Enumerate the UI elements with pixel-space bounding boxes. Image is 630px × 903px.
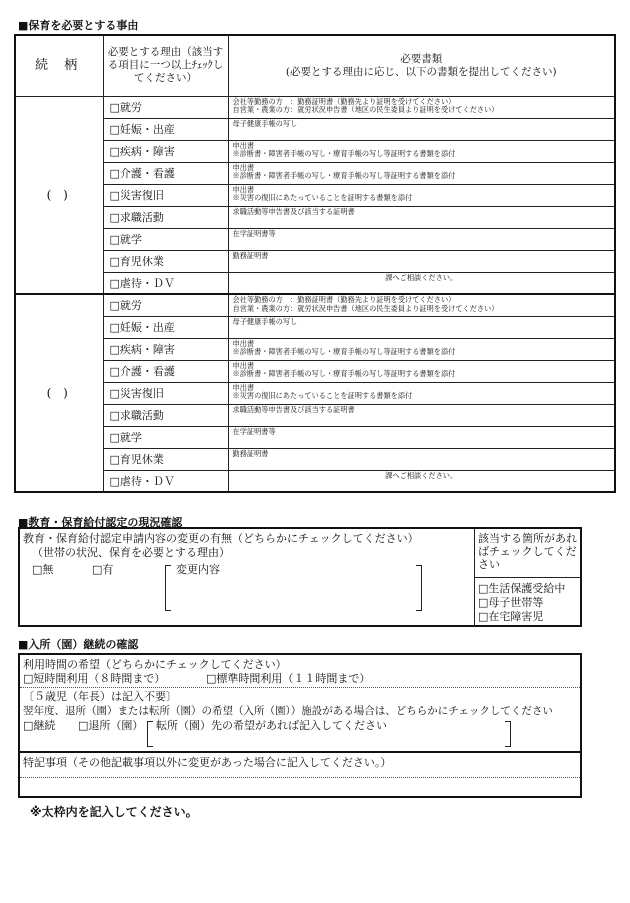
required-doc-line: 勤務証明書 bbox=[232, 448, 269, 458]
reason-row bbox=[15, 294, 615, 316]
required-doc-line: 会社等勤務の方 ：勤務証明書（勤務先より証明を受けてください） bbox=[232, 96, 456, 106]
required-doc-line: 自営業・農業の方：就労状況申告書（地区の民生委員より証明を受けてください） bbox=[232, 105, 499, 115]
status-divider bbox=[475, 577, 580, 578]
reason-row bbox=[15, 118, 615, 140]
transfer-bracket-right bbox=[505, 721, 511, 747]
reason-checkbox[interactable]: □妊娠・出産 bbox=[103, 316, 228, 338]
reason-checkbox[interactable]: □災害復旧 bbox=[103, 382, 228, 404]
required-docs-cell bbox=[228, 338, 615, 360]
relation-cell[interactable]: ( ) bbox=[15, 294, 103, 492]
required-doc-line: 申出書 bbox=[232, 360, 255, 370]
continuation-box bbox=[18, 653, 582, 798]
status-panel bbox=[475, 529, 580, 625]
reason-checkbox[interactable]: □育児休業 bbox=[103, 250, 228, 272]
required-doc-line: 会社等勤務の方 ：勤務証明書（勤務先より証明を受けてください） bbox=[232, 295, 456, 304]
required-doc-line: 在学証明書等 bbox=[232, 426, 276, 436]
required-doc-line: 求職活動等申告書及び該当する証明書 bbox=[232, 404, 355, 414]
required-docs-cell bbox=[228, 250, 615, 272]
reason-row bbox=[15, 140, 615, 162]
reason-row bbox=[15, 272, 615, 294]
required-docs-cell bbox=[228, 382, 615, 404]
reason-row bbox=[15, 250, 615, 272]
special-notes-label: 特記事項（その他記載事項以外に変更があった場合に記入してください。） bbox=[23, 756, 392, 769]
required-docs-cell bbox=[228, 360, 615, 382]
required-doc-line: ※診断書・障害者手帳の写し・療育手帳の写し等証明する書類を添付 bbox=[232, 347, 456, 357]
required-doc-line: ※診断書・障害者手帳の写し・療育手帳の写し等証明する書類を添付 bbox=[232, 369, 456, 379]
status-note: 該当する箇所があればチェックしてください bbox=[478, 532, 577, 571]
required-doc-line: 申出書 bbox=[232, 338, 255, 348]
reason-checkbox[interactable]: □求職活動 bbox=[103, 404, 228, 426]
change-bracket-right bbox=[416, 565, 422, 611]
reason-row bbox=[15, 316, 615, 338]
required-doc-line: 自営業・農業の方：就労状況申告書（地区の民生委員より証明を受けてください） bbox=[232, 303, 499, 313]
required-docs-cell bbox=[228, 206, 615, 228]
reason-checkbox[interactable]: □育児休業 bbox=[103, 448, 228, 470]
age5-note: 〔５歳児（年長）は記入不要〕 bbox=[23, 690, 177, 703]
header-docs-sub: (必要とする理由に応じ、以下の書類を提出してください) bbox=[285, 65, 557, 78]
required-doc-line: 課へご相談ください。 bbox=[385, 272, 458, 282]
status-check-box bbox=[18, 527, 582, 627]
option-yes[interactable]: □有 bbox=[92, 563, 114, 576]
required-doc-line: ※診断書・障害者手帳の写し・療育手帳の写し等証明する書類を添付 bbox=[232, 149, 456, 159]
section3-title: ■入所（園）継続の確認 bbox=[18, 638, 139, 651]
reason-checkbox[interactable]: □求職活動 bbox=[103, 206, 228, 228]
required-doc-line: 申出書 bbox=[232, 382, 255, 392]
reason-checkbox[interactable]: □疾病・障害 bbox=[103, 338, 228, 360]
required-doc-line: ※災害の復旧にあたっていることを証明する書類を添付 bbox=[232, 193, 413, 203]
reason-checkbox[interactable]: □疾病・障害 bbox=[103, 140, 228, 162]
header-docs-title: 必要書類 bbox=[400, 52, 443, 65]
usage-question: 利用時間の希望（どちらかにチェックしてください） bbox=[23, 658, 287, 671]
required-docs-cell bbox=[228, 448, 615, 470]
section1-title: ■保育を必要とする事由 bbox=[18, 19, 139, 32]
reason-row bbox=[15, 162, 615, 184]
header-reason: 必要とする理由（該当する項目に一つ以上ﾁｪｯｸしてください） bbox=[103, 35, 228, 96]
reason-checkbox[interactable]: □介護・看護 bbox=[103, 162, 228, 184]
reason-row bbox=[15, 448, 615, 470]
required-doc-line: 求職活動等申告書及び該当する証明書 bbox=[232, 206, 355, 216]
required-docs-cell bbox=[228, 96, 615, 118]
reason-checkbox[interactable]: □災害復旧 bbox=[103, 184, 228, 206]
option-leave[interactable]: □退所（園） bbox=[78, 719, 144, 732]
required-docs-cell bbox=[228, 426, 615, 448]
required-docs-cell bbox=[228, 316, 615, 338]
reason-row bbox=[15, 404, 615, 426]
change-label: 変更内容 bbox=[176, 563, 220, 576]
required-doc-line: 勤務証明書 bbox=[232, 250, 269, 260]
required-doc-line: 申出書 bbox=[232, 140, 255, 150]
check-welfare[interactable]: □生活保護受給中 bbox=[478, 582, 566, 595]
check-single-mother[interactable]: □母子世帯等 bbox=[478, 596, 544, 609]
change-question-sub: （世帯の状況、保育を必要とする理由） bbox=[32, 546, 230, 559]
reason-row bbox=[15, 360, 615, 382]
reasons-table bbox=[14, 34, 616, 493]
reason-row bbox=[15, 338, 615, 360]
special-divider bbox=[20, 751, 580, 753]
required-doc-line: 在学証明書等 bbox=[232, 228, 276, 238]
reason-checkbox[interactable]: □就学 bbox=[103, 228, 228, 250]
reason-checkbox[interactable]: □虐待・ＤＶ bbox=[103, 272, 228, 294]
required-docs-cell bbox=[228, 228, 615, 250]
special-dotted-line bbox=[20, 777, 580, 778]
required-docs-cell bbox=[228, 294, 615, 316]
required-doc-line: ※災害の復旧にあたっていることを証明する書類を添付 bbox=[232, 391, 413, 401]
reason-row bbox=[15, 382, 615, 404]
usage-standard-option[interactable]: □標準時間利用（１１時間まで） bbox=[206, 672, 371, 685]
header-relation: 続 柄 bbox=[15, 35, 103, 96]
relation-cell[interactable]: ( ) bbox=[15, 96, 103, 294]
reason-checkbox[interactable]: □就労 bbox=[103, 96, 228, 118]
reason-row bbox=[15, 184, 615, 206]
footer-note: ※太枠内を記入してください。 bbox=[30, 805, 198, 819]
required-docs-cell bbox=[228, 140, 615, 162]
change-question: 教育・保育給付認定申請内容の変更の有無（どちらかにチェックしてください） bbox=[23, 532, 419, 545]
required-doc-line: 母子健康手帳の写し bbox=[232, 118, 298, 128]
required-docs-cell bbox=[228, 162, 615, 184]
option-continue[interactable]: □継続 bbox=[23, 719, 56, 732]
section2-title: ■教育・保育給付認定の現況確認 bbox=[18, 516, 183, 529]
usage-divider bbox=[20, 687, 580, 688]
change-bracket-left bbox=[165, 565, 171, 611]
reason-row bbox=[15, 426, 615, 448]
check-disabled-child[interactable]: □在宅障害児 bbox=[478, 610, 544, 623]
reason-row bbox=[15, 470, 615, 492]
required-docs-cell bbox=[228, 272, 615, 294]
required-doc-line: 申出書 bbox=[232, 184, 255, 194]
transfer-label: 転所（園）先の希望があれば記入してください bbox=[156, 719, 387, 732]
reason-checkbox[interactable]: □就労 bbox=[103, 294, 228, 316]
header-docs bbox=[228, 35, 615, 96]
usage-short-option[interactable]: □短時間利用（８時間まで） bbox=[23, 672, 166, 685]
required-docs-cell bbox=[228, 118, 615, 140]
required-doc-line: ※診断書・障害者手帳の写し・療育手帳の写し等証明する書類を添付 bbox=[232, 171, 456, 181]
transfer-bracket-left bbox=[147, 721, 153, 747]
next-year-question: 翌年度、退所（園）または転所（園）の希望（入所（園））施設がある場合は、どちらかにチェックしてください bbox=[23, 705, 553, 717]
required-doc-line: 申出書 bbox=[232, 162, 255, 172]
change-panel bbox=[20, 529, 475, 625]
option-none[interactable]: □無 bbox=[32, 563, 54, 576]
reason-checkbox[interactable]: □妊娠・出産 bbox=[103, 118, 228, 140]
required-doc-line: 課へご相談ください。 bbox=[385, 470, 458, 480]
reason-checkbox[interactable]: □介護・看護 bbox=[103, 360, 228, 382]
reason-checkbox[interactable]: □就学 bbox=[103, 426, 228, 448]
required-docs-cell bbox=[228, 184, 615, 206]
reason-checkbox[interactable]: □虐待・ＤＶ bbox=[103, 470, 228, 492]
reason-row bbox=[15, 96, 615, 118]
reason-row bbox=[15, 228, 615, 250]
required-docs-cell bbox=[228, 470, 615, 492]
required-doc-line: 母子健康手帳の写し bbox=[232, 316, 298, 326]
reason-row bbox=[15, 206, 615, 228]
required-docs-cell bbox=[228, 404, 615, 426]
